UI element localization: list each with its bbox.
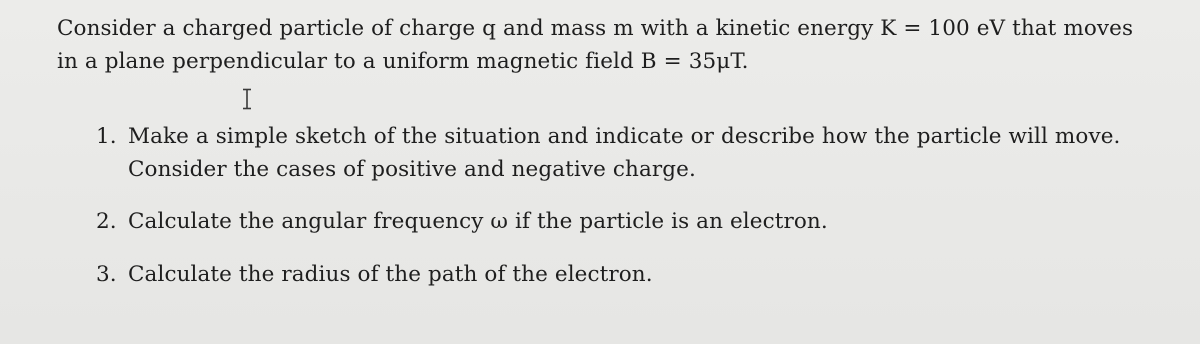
question-text: Make a simple sketch of the situation and indicate or describe how the particle will move. <box>128 124 1121 149</box>
question-text-continued: Consider the cases of positive and negative charge. <box>128 157 696 182</box>
text-cursor-icon <box>240 88 254 110</box>
question-number: 1. <box>96 124 117 149</box>
problem-statement-line: Consider a charged particle of charge q and mass m with a kinetic energy K = 100 eV that moves <box>57 16 1134 41</box>
question-number: 2. <box>96 209 117 234</box>
question-number: 3. <box>96 262 117 287</box>
question-item <box>96 258 653 291</box>
problem-statement <box>57 12 1187 78</box>
question-item <box>96 120 1120 186</box>
problem-statement-line: in a plane perpendicular to a uniform magnetic field B = 35μT. <box>57 49 749 74</box>
question-item <box>96 205 828 238</box>
question-text: Calculate the radius of the path of the electron. <box>128 262 653 287</box>
question-text: Calculate the angular frequency ω if the particle is an electron. <box>128 209 828 234</box>
